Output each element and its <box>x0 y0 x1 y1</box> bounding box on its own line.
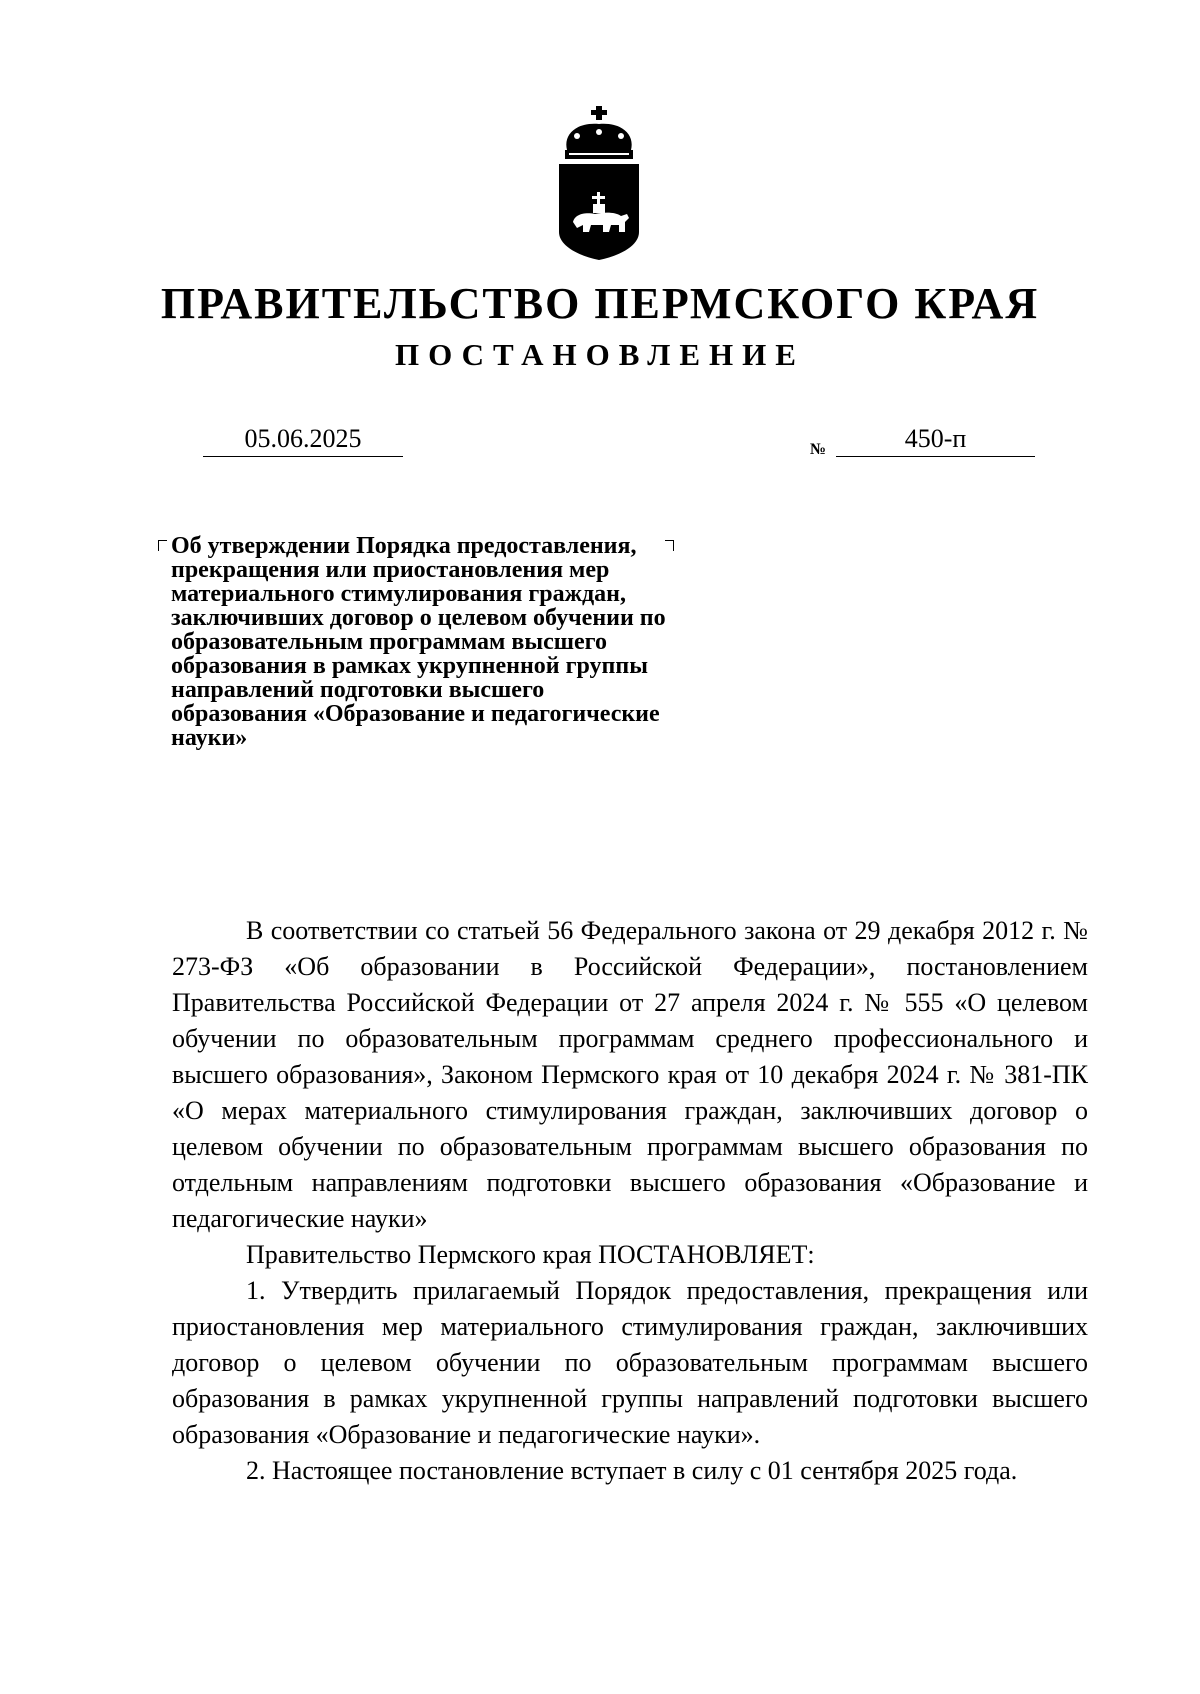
resolves-paragraph: Правительство Пермского края ПОСТАНОВЛЯЕТ: <box>246 1240 815 1269</box>
clause-2-paragraph: 2. Настоящее постановление вступает в силу с 01 сентября 2025 года. <box>246 1456 1018 1485</box>
document-number: 450-п <box>836 422 1035 457</box>
perm-krai-coat-of-arms-icon <box>553 104 645 262</box>
document-date: 05.06.2025 <box>203 422 403 457</box>
document-type: ПОСТАНОВЛЕНИЕ <box>395 337 805 372</box>
clause-1-paragraph: 1. Утвердить прилагаемый Порядок предоставления, прекращения или приостановления мер материального стимулирования граждан, заключивших договор о целевом обучении по образовательным программам высшего образования в рамках укрупненной группы направлений подготовки высшего образования «Образование и педагогические науки». <box>172 1276 1088 1449</box>
document-body <box>172 913 1088 1489</box>
preamble-paragraph: В соответствии со статьей 56 Федерального закона от 29 декабря 2012 г. № 273-ФЗ «Об образовании в Российской Федерации», постановлением Правительства Российской Федерации от 27 апреля 2024 г. № 555 «О целевом обучении по образовательным программам среднего профессионального и высшего образования», Законом Пермского края от 10 декабря 2024 г. № 381-ПК «О мерах материального стимулирования граждан, заключивших договор о целевом обучении по образовательным программам высшего образования по отдельным направлениям подготовки высшего образования «Образование и педагогические науки» <box>172 916 1088 1233</box>
document-subject: Об утверждении Порядка предоставления, прекращения или приостановления мер материального стимулирования граждан, заключивших договор о целевом обучении по образовательным программам высшего образования в рамках укрупненной группы направлений подготовки высшего образования «Образование и педагогические науки» <box>171 533 666 751</box>
number-sign: № <box>810 441 827 458</box>
subject-corner-left <box>158 540 167 551</box>
organization-title: ПРАВИТЕЛЬСТВО ПЕРМСКОГО КРАЯ <box>160 279 1040 328</box>
